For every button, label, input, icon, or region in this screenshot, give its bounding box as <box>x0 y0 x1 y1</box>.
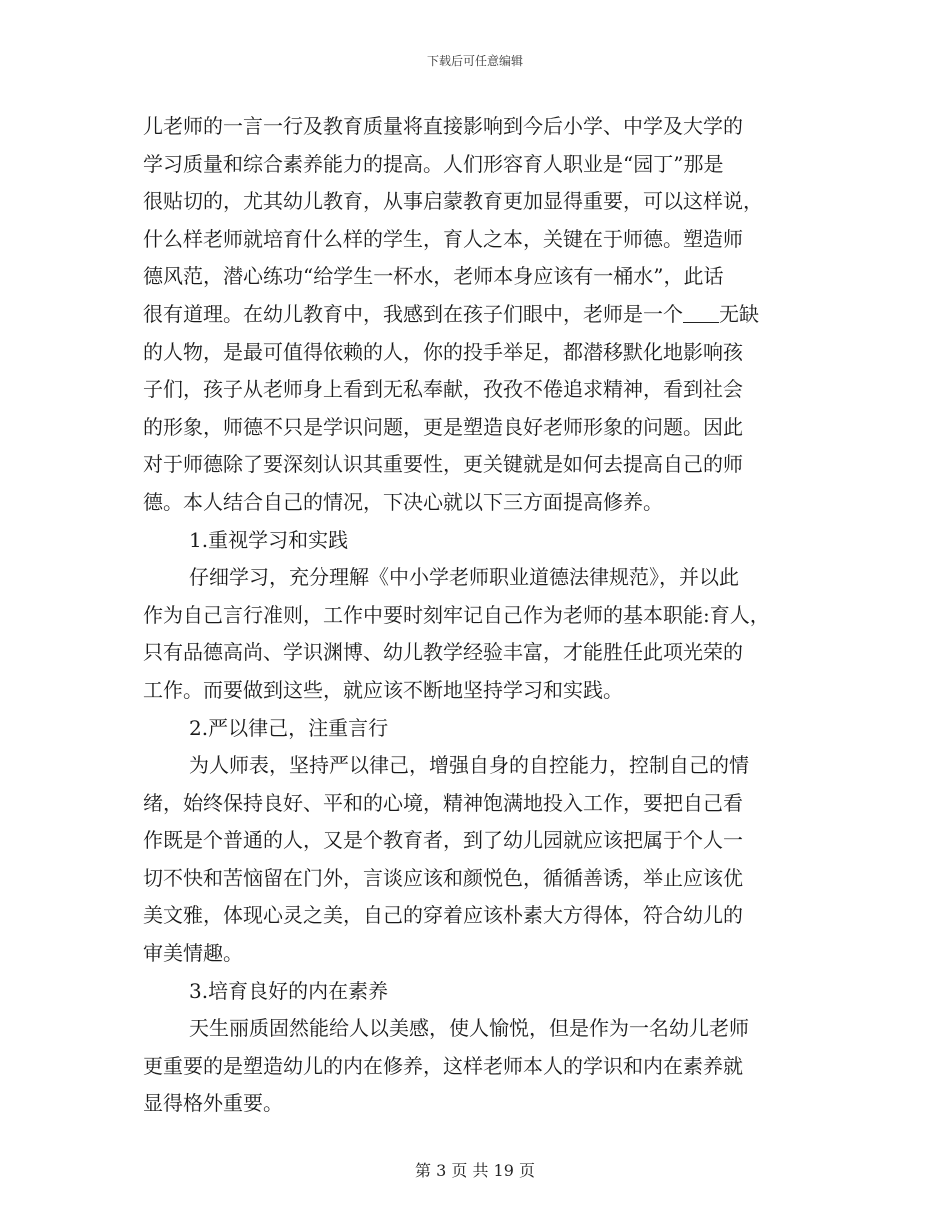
text-line: 工作。而要做到这些，就应该不断地坚持学习和实践。 <box>143 677 623 702</box>
text-line: 的人物，是最可值得依赖的人，你的投手举足，都潜移默化地影响孩 <box>143 339 743 364</box>
text-line: 子们，孩子从老师身上看到无私奉献，孜孜不倦追求精神，看到社会 <box>143 377 743 402</box>
text-line: 什么样老师就培育什么样的学生，育人之本，关键在于师德。塑造师 <box>143 226 743 251</box>
text-line: 很贴切的，尤其幼儿教育，从事启蒙教育更加显得重要，可以这样说， <box>143 189 763 214</box>
text-line: 审美情趣。 <box>143 941 243 966</box>
text-line: 只有品德高尚、学识渊博、幼儿教学经验丰富，才能胜任此项光荣的 <box>143 640 743 665</box>
section-heading: 2.严以律己，注重言行 <box>189 715 389 740</box>
text-line <box>143 296 803 334</box>
text-line: 美文雅，体现心灵之美，自己的穿着应该朴素大方得体，符合幼儿的 <box>143 903 743 928</box>
page-header: 下载后可任意编辑 <box>426 54 523 68</box>
text-line: 儿老师的一言一行及教育质量将直接影响到今后小学、中学及大学的 <box>143 114 743 138</box>
text-line: 天生丽质固然能给人以美感，使人愉悦，但是作为一名幼儿老师 <box>189 1016 749 1041</box>
document-body <box>143 108 803 1123</box>
text-line: 为人师表，坚持严以律己，增强自身的自控能力，控制自己的情 <box>189 753 749 778</box>
text-line: 绪，始终保持良好、平和的心境，精神饱满地投入工作，要把自己看 <box>143 790 743 815</box>
text-line: 德风范，潜心练功“给学生一杯水，老师本身应该有一桶水”，此话 <box>143 264 724 289</box>
text-line: 的形象，师德不只是学识问题，更是塑造良好老师形象的问题。因此 <box>143 414 743 439</box>
text-segment: 无缺 <box>719 301 759 326</box>
text-segment: 很有道理。在幼儿教育中，我感到在孩子们眼中，老师是一个 <box>143 301 683 326</box>
text-line: 仔细学习，充分理解《中小学老师职业道德法律规范》，并以此 <box>189 565 739 590</box>
text-line: 作既是个普通的人，又是个教育者，到了幼儿园就应该把属于个人一 <box>143 828 743 853</box>
text-line: 更重要的是塑造幼儿的内在修养，这样老师本人的学识和内在素养就 <box>143 1053 743 1078</box>
text-line: 对于师德除了要深刻认识其重要性，更关键就是如何去提高自己的师 <box>143 452 743 477</box>
text-line: 切不快和苦恼留在门外，言谈应该和颜悦色，循循善诱，举止应该优 <box>143 865 743 890</box>
text-line: 作为自己言行准则，工作中要时刻牢记自己作为老师的基本职能:育人， <box>143 602 770 627</box>
section-heading: 1.重视学习和实践 <box>189 527 349 552</box>
section-heading: 3.培育良好的内在素养 <box>189 978 389 1003</box>
fill-in-blank <box>683 300 719 323</box>
text-line: 德。本人结合自己的情况，下决心就以下三方面提高修养。 <box>143 489 663 514</box>
text-line: 显得格外重要。 <box>143 1091 283 1116</box>
text-line: 学习质量和综合素养能力的提高。人们形容育人职业是“园丁”那是 <box>143 151 724 176</box>
page-number: 第 3 页 共 19 页 <box>415 1161 535 1180</box>
